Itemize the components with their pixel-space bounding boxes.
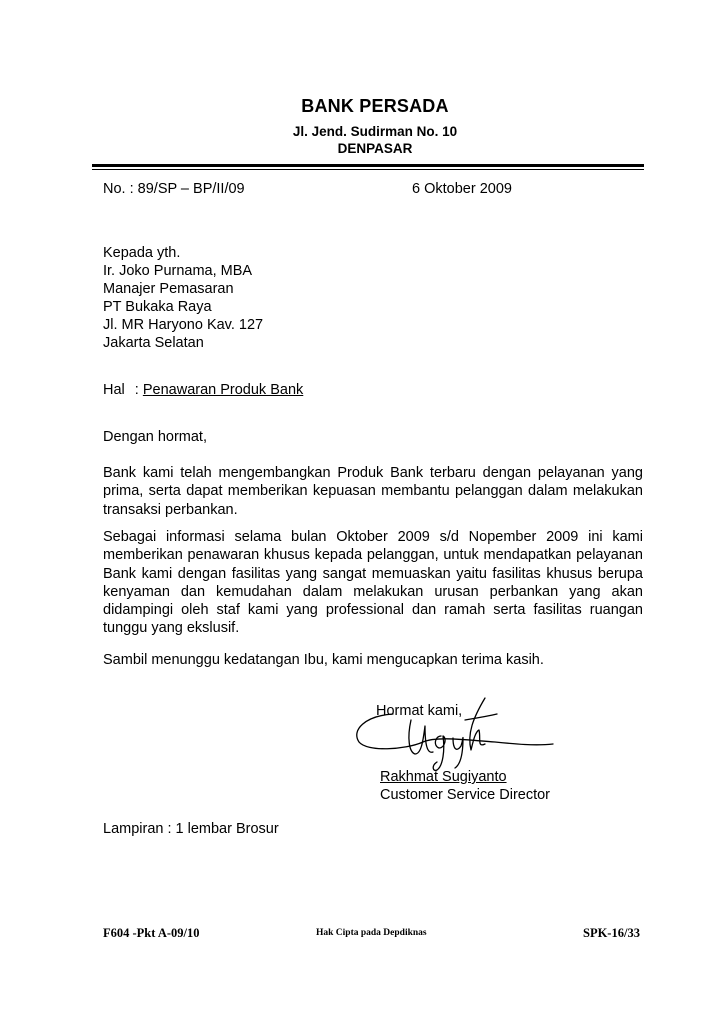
attachment-line: Lampiran : 1 lembar Brosur xyxy=(103,821,279,837)
letter-number xyxy=(103,180,245,198)
recipient-street: Jl. MR Haryono Kav. 127 xyxy=(103,317,264,333)
salutation: Dengan hormat, xyxy=(103,429,207,445)
bank-address: Jl. Jend. Sudirman No. 10 xyxy=(292,124,458,139)
letterhead-rule-thick xyxy=(92,164,644,167)
body-paragraph-3: Sambil menunggu kedatangan Ibu, kami mengucapkan terima kasih. xyxy=(103,652,544,668)
letter-number-label: No. xyxy=(103,181,126,197)
letter-date: 6 Oktober 2009 xyxy=(412,181,512,197)
recipient-title: Manajer Pemasaran xyxy=(103,281,234,297)
footer-right: SPK-16/33 xyxy=(583,926,640,940)
letterhead-rule-thin xyxy=(92,169,644,170)
subject-text: Penawaran Produk Bank xyxy=(142,382,304,398)
footer-center: Hak Cipta pada Depdiknas xyxy=(316,928,427,938)
signature-icon xyxy=(345,692,565,772)
recipient-city: Jakarta Selatan xyxy=(103,335,204,351)
footer-left: F604 -Pkt A-09/10 xyxy=(103,926,200,940)
body-paragraph-2: Sebagai informasi selama bulan Oktober 2009 s/d Nopember 2009 ini kami memberikan penawaran khusus kepada pelanggan, untuk mendapatkan pelayanan Bank kami dengan fasilitas yang sangat memuaskan yaitu fasilitas khusus berupa kenyaman dan kemudahan dalam melakukan urusan perbankan yang akan didampingi oleh staf kami yang professional dan ramah serta fasilitas ruangan tunggu yang ekslusif. xyxy=(103,529,643,637)
body-paragraph-1: Bank kami telah mengembangkan Produk Bank terbaru dengan pelayanan yang prima, serta dapat memberikan kepuasan membantu pelanggan dalam melakukan transaksi perbankan. xyxy=(103,465,643,518)
signer-name: Rakhmat Sugiyanto xyxy=(380,769,507,785)
recipient-greeting: Kepada yth. xyxy=(103,245,181,261)
subject-separator: : xyxy=(134,382,139,398)
subject-label: Hal xyxy=(103,382,125,398)
closing-regards: Hormat kami, xyxy=(376,703,463,719)
subject-line xyxy=(103,381,303,399)
signer-title: Customer Service Director xyxy=(380,787,551,803)
bank-city: DENPASAR xyxy=(337,141,413,156)
recipient-company: PT Bukaka Raya xyxy=(103,299,212,315)
letter-number-value: : 89/SP – BP/II/09 xyxy=(129,181,245,197)
recipient-name: Ir. Joko Purnama, MBA xyxy=(103,263,253,279)
bank-name: BANK PERSADA xyxy=(301,96,449,116)
